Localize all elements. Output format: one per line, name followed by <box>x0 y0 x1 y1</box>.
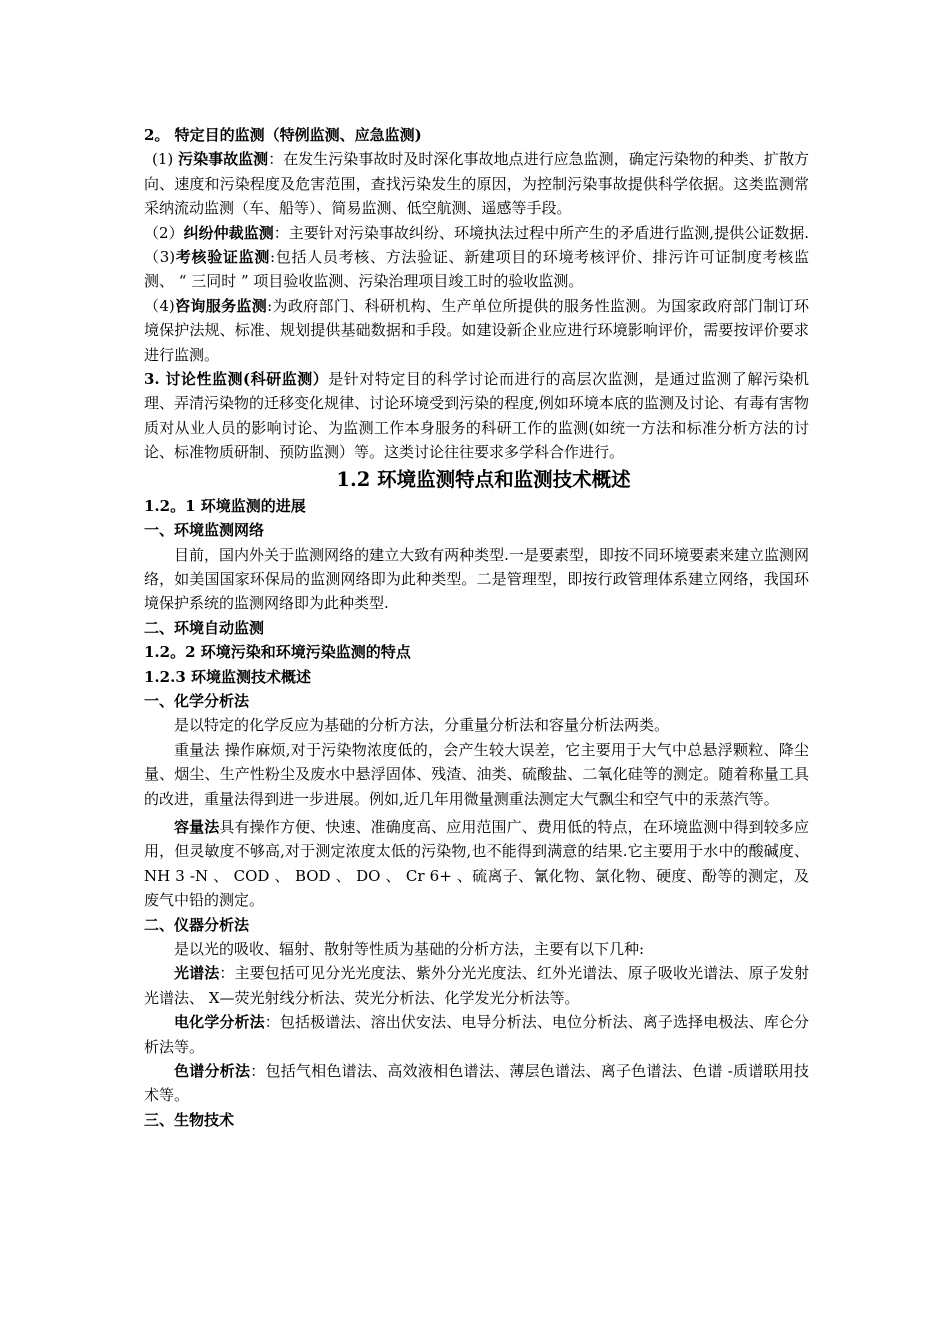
paragraph-electrochemical <box>144 1010 809 1059</box>
paragraph-text: 具有操作方便、快速、准确度高、应用范围广、费用低的特点，在环境监测中得到较多应用，但灵敏度不够高,对于测定浓度太低的污染物,也不能得到满意的结果.它主要用于水中的酸碱度、 NH 3 -N 、 COD 、 BOD 、 DO 、 Cr 6+ 、硫离子、氰化物、氯化物、硬度、酚等的测定，及废气中铅的测定。 <box>144 817 809 910</box>
term-label: 纠纷仲裁监测 <box>183 223 274 242</box>
paragraph-volumetric <box>144 815 809 913</box>
term-label: 咨询服务监测 <box>174 296 268 315</box>
paragraph-chem-intro: 是以特定的化学反应为基础的分析方法，分重量分析法和容量分析法两类。 <box>174 716 670 735</box>
paragraph-spectroscopy <box>144 961 809 1010</box>
paragraph-text: 操作麻烦,对于污染物浓度低的，会产生较大误差，它主要用于大气中总悬浮颗粒、降尘量、烟尘、生产性粉尘及废水中悬浮固体、残渣、油类、硫酸盐、二氧化硅等的测定。随着称量工具的改进，重量法得到进一步进展。例如,近几年用微量测重法测定大气飘尘和空气中的汞蒸汽等。 <box>144 740 809 808</box>
section-heading: 2。 特定目的监测（特例监测、应急监测) <box>144 126 422 144</box>
sub-heading: 三、生物技术 <box>144 1110 235 1129</box>
paragraph-network: 目前，国内外关于监测网络的建立大致有两种类型.一是要素型，即按不同环境要素来建立监测网络，如美国国家环保局的监测网络即为此种类型。二是管理型，即按行政管理体系建立网络，我国环境保护系统的监测网络即为此种类型. <box>144 545 809 613</box>
paragraph-text: 是针对特定目的科学讨论而进行的高层次监测，是通过监测了解污染机理、弄清污染物的迁移变化规律、讨论环境受到污染的程度,例如环境本底的监测及讨论、有毒有害物质对从业人员的影响讨论、为监测工作本身服务的科研工作的监测(如统一方法和标准分析方法的讨论、标准物质研制、预防监测）等。这类讨论往往要求多学科合作进行。 <box>144 370 809 462</box>
term-label: 考核验证监测 <box>175 248 271 267</box>
item-number: （4) <box>144 296 175 315</box>
paragraph-research-monitoring <box>144 367 809 465</box>
section-title: 1.2 环境监测特点和监测技术概述 <box>336 467 631 491</box>
paragraph-text: ：主要针对污染事故纠纷、环境执法过程中所产生的矛盾进行监测,提供公证数据.（3) <box>144 223 809 267</box>
term-label: 重量法 <box>174 740 220 759</box>
paragraph-text: ：包括极谱法、溶出伏安法、电导分析法、电位分析法、离子选择电极法、库仑分析法等。 <box>144 1013 809 1056</box>
subsection-heading: 1.2。2 环境污染和环境污染监测的特点 <box>144 643 411 662</box>
term-label: 电化学分析法 <box>174 1013 265 1032</box>
term-label: 色谱分析法 <box>174 1062 251 1081</box>
sub-heading: 一、环境监测网络 <box>144 521 265 540</box>
sub-heading: 二、环境自动监测 <box>144 618 265 637</box>
paragraph-chromatography <box>144 1059 809 1108</box>
item-number: （2） <box>144 223 184 242</box>
paragraph-gravimetric <box>144 738 809 811</box>
term-label: 容量法 <box>174 817 220 836</box>
paragraph-instrument-intro: 是以光的吸收、辐射、散射等性质为基础的分析方法，主要有以下几种: <box>174 940 645 958</box>
sub-heading: 一、化学分析法 <box>144 691 250 710</box>
paragraph-text: :为政府部门、科研机构、生产单位所提供的服务性监测。为国家政府部门制订环境保护法规、标准、规划提供基础数据和手段。如建设新企业应进行环境影响评价，需要按评价要求进行监测。 <box>144 296 809 364</box>
paragraph-text: ：在发生污染事故时及时深化事故地点进行应急监测，确定污染物的种类、扩散方向、速度和污染程度及危害范围，查找污染发生的原因，为控制污染事故提供科学依据。这类监测常采纳流动监测（车、船等）、简易监测、低空航测、遥感等手段。 <box>144 150 809 218</box>
paragraph-text: ：主要包括可见分光光度法、紫外分光光度法、红外光谱法、原子吸收光谱法、原子发射光谱法、 X—荧光射线分析法、荧光分析法、化学发光分析法等。 <box>144 964 809 1007</box>
sub-heading: 二、仪器分析法 <box>144 915 250 934</box>
subsection-heading: 1.2。1 环境监测的进展 <box>144 496 306 515</box>
subsection-heading: 1.2.3 环境监测技术概述 <box>144 667 311 686</box>
paragraph-consulting-service <box>144 294 809 367</box>
document-page <box>144 123 809 1132</box>
paragraph-dispute-arbitration <box>144 221 809 294</box>
term-label: 光谱法 <box>174 964 220 983</box>
paragraph-text: ：包括气相色谱法、高效液相色谱法、薄层色谱法、离子色谱法、色谱 -质谱联用技术等。 <box>144 1062 809 1105</box>
term-label: 污染事故监测 <box>178 150 269 169</box>
term-label: 3. 讨论性监测(科研监测） <box>144 370 329 389</box>
paragraph-pollution-accident <box>144 147 809 220</box>
paragraph-text: :包括人员考核、方法验证、新建项目的环境考核评价、排污许可证制度考核监测、 “ 三同时 ” 项目验收监测、污染治理项目竣工时的验收监测。 <box>144 248 809 291</box>
item-number: (1) <box>152 150 174 169</box>
